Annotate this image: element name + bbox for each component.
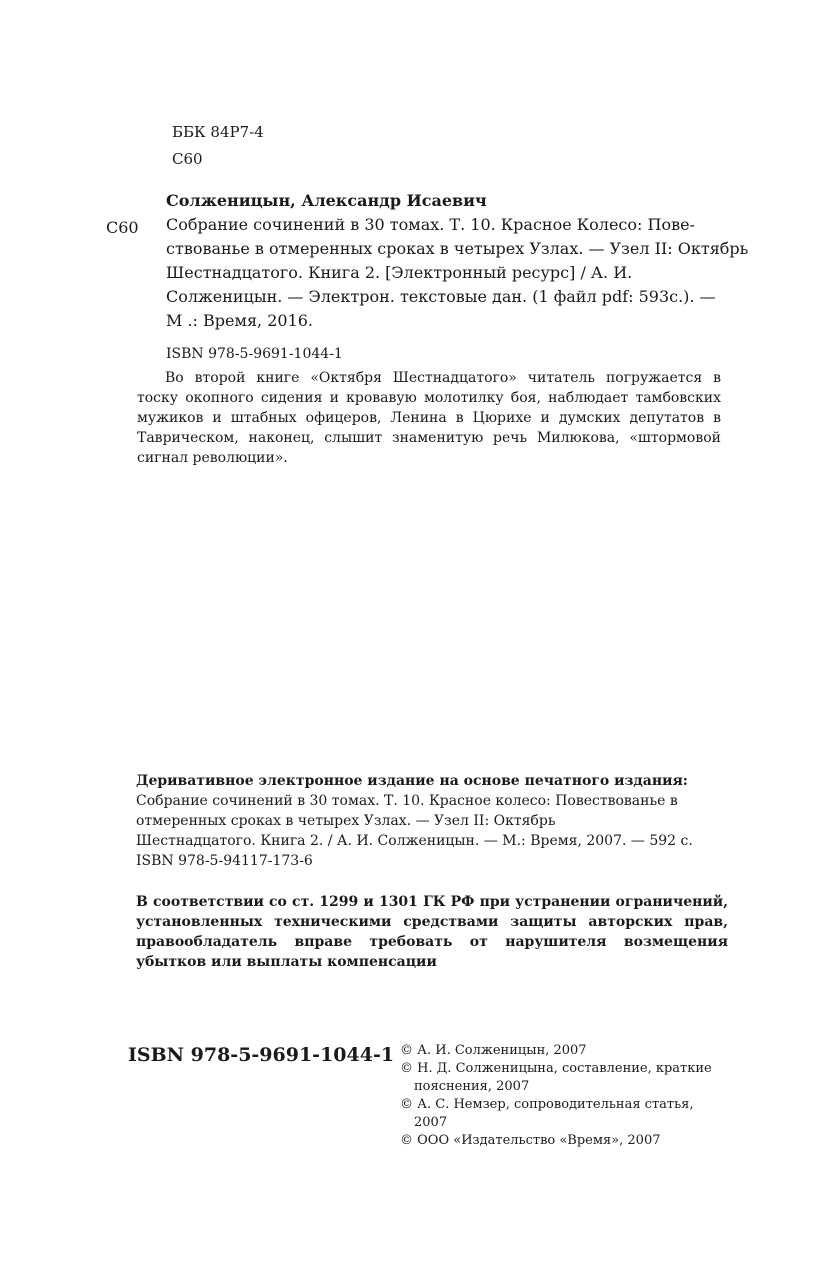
derivative-edition xyxy=(136,771,736,871)
description-line: М .: Время, 2016. xyxy=(166,311,314,330)
bibliographic-description xyxy=(166,213,749,333)
copyright-item: © Н. Д. Солженицына, составление, краткие пояснения, 2007 xyxy=(400,1061,712,1094)
copyright-item: © ООО «Издательство «Время», 2007 xyxy=(400,1133,661,1148)
description-line: ствованье в отмеренных сроках в четырех Узлах. — Узел II: Октябрь xyxy=(166,239,749,258)
derivative-line: Шестнадцатого. Книга 2. / А. И. Солженицын. — М.: Время, 2007. — 592 с. xyxy=(136,833,693,849)
bbk-code: ББК 84Р7-4 xyxy=(172,123,264,141)
description-line: Собрание сочинений в 30 томах. Т. 10. Красное Колесо: Пове- xyxy=(166,215,695,234)
copyright-item: © А. С. Немзер, сопроводительная статья, 2007 xyxy=(400,1097,694,1130)
author-name: Солженицын, Александр Исаевич xyxy=(166,191,487,210)
annotation: Во второй книге «Октября Шестнадцатого» читатель погружается в тоску окопного сидения и кровавую молотилку боя, наблюдает тамбовских мужиков и штабных офицеров, Ленина в Цюрихе и думских депутатов в Таврическом, наконец, слышит знаменитую речь Милюкова, «штормовой сигнал революции». xyxy=(137,370,721,466)
copyright-item: © А. И. Солженицын, 2007 xyxy=(400,1043,587,1058)
legal-notice: В соответствии со ст. 1299 и 1301 ГК РФ при устранении ограничений, установленных техническими средствами защиты авторских прав, правообладатель вправе требовать от нарушителя возмещения убытков или выплаты компенсации xyxy=(136,894,728,970)
cutter-mark: С60 xyxy=(106,218,139,237)
isbn-main: ISBN 978-5-9691-1044-1 xyxy=(128,1044,395,1066)
derivative-title: Деривативное электронное издание на основе печатного издания: xyxy=(136,773,688,789)
derivative-line: ISBN 978-5-94117-173-6 xyxy=(136,853,313,869)
derivative-line: отмеренных сроках в четырех Узлах. — Узел II: Октябрь xyxy=(136,813,556,829)
author-code: С60 xyxy=(172,150,203,168)
derivative-line: Собрание сочинений в 30 томах. Т. 10. Красное колесо: Повествованье в xyxy=(136,793,678,809)
description-line: Шестнадцатого. Книга 2. [Электронный ресурс] / А. И. xyxy=(166,263,633,282)
isbn-electronic: ISBN 978-5-9691-1044-1 xyxy=(166,346,343,362)
copyright-block xyxy=(400,1042,720,1150)
description-line: Солженицын. — Электрон. текстовые дан. (1 файл pdf: 593с.). — xyxy=(166,287,716,306)
